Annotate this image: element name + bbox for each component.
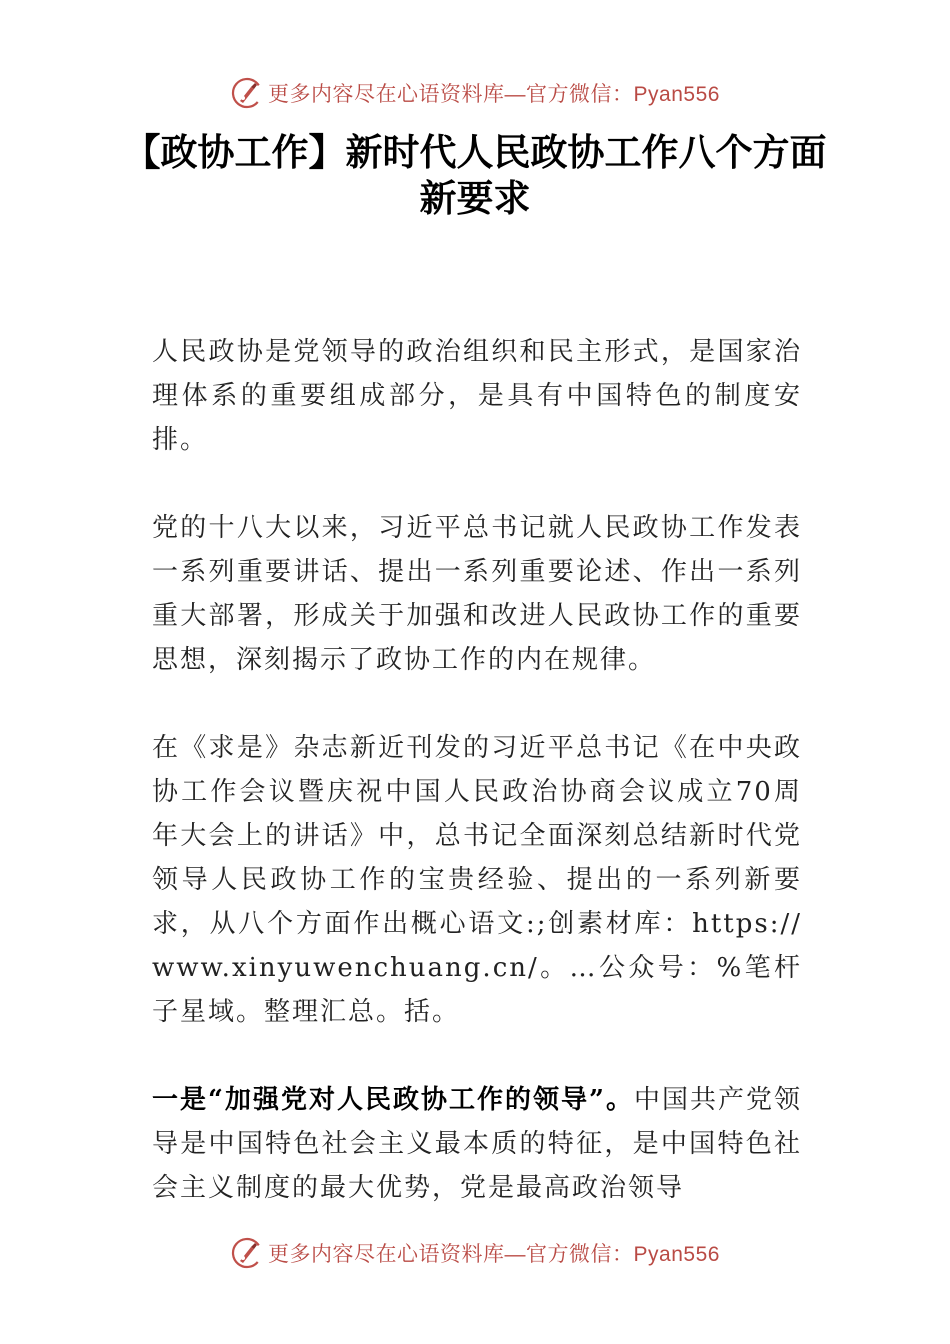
pen-logo-icon (230, 76, 264, 110)
paragraph: 人民政协是党领导的政治组织和民主形式，是国家治理体系的重要组成部分，是具有中国特色的制度安排。 (152, 337, 802, 455)
footer-watermark-banner (0, 1233, 950, 1273)
pen-logo-icon (230, 1236, 264, 1270)
document-body (152, 330, 802, 1254)
paragraph: 党的十八大以来，习近平总书记就人民政协工作发表一系列重要讲话、提出一系列重要论述、作出一系列重大部署，形成关于加强和改进人民政协工作的重要思想，深刻揭示了政协工作的内在规律。 (152, 513, 802, 675)
paragraph: 在《求是》杂志新近刊发的习近平总书记《在中央政协工作会议暨庆祝中国人民政治协商会议成立70周年大会上的讲话》中，总书记全面深刻总结新时代党领导人民政协工作的宝贵经验、提出的一系列新要求，从八个方面作出概心语文:;创素材库：https://www.xinyuwenchuang.cn/。…公众号：%笔杆子星域。整理汇总。括。 (152, 733, 802, 1027)
paragraph (152, 1078, 802, 1210)
watermark-text: 更多内容尽在心语资料库—官方微信：Pyan556 (268, 1243, 720, 1266)
paragraph-lead: 一是“加强党对人民政协工作的领导”。 (152, 1085, 634, 1115)
document-title: 【政协工作】新时代人民政协工作八个方面新要求 (123, 131, 827, 220)
watermark-text: 更多内容尽在心语资料库—官方微信：Pyan556 (268, 83, 720, 106)
header-watermark-banner (0, 73, 950, 113)
paragraph-text: 中国共产党领导是中国特色社会主义最本质的特征，是中国特色社会主义制度的最大优势，党是最高政治领导 (152, 1085, 802, 1203)
